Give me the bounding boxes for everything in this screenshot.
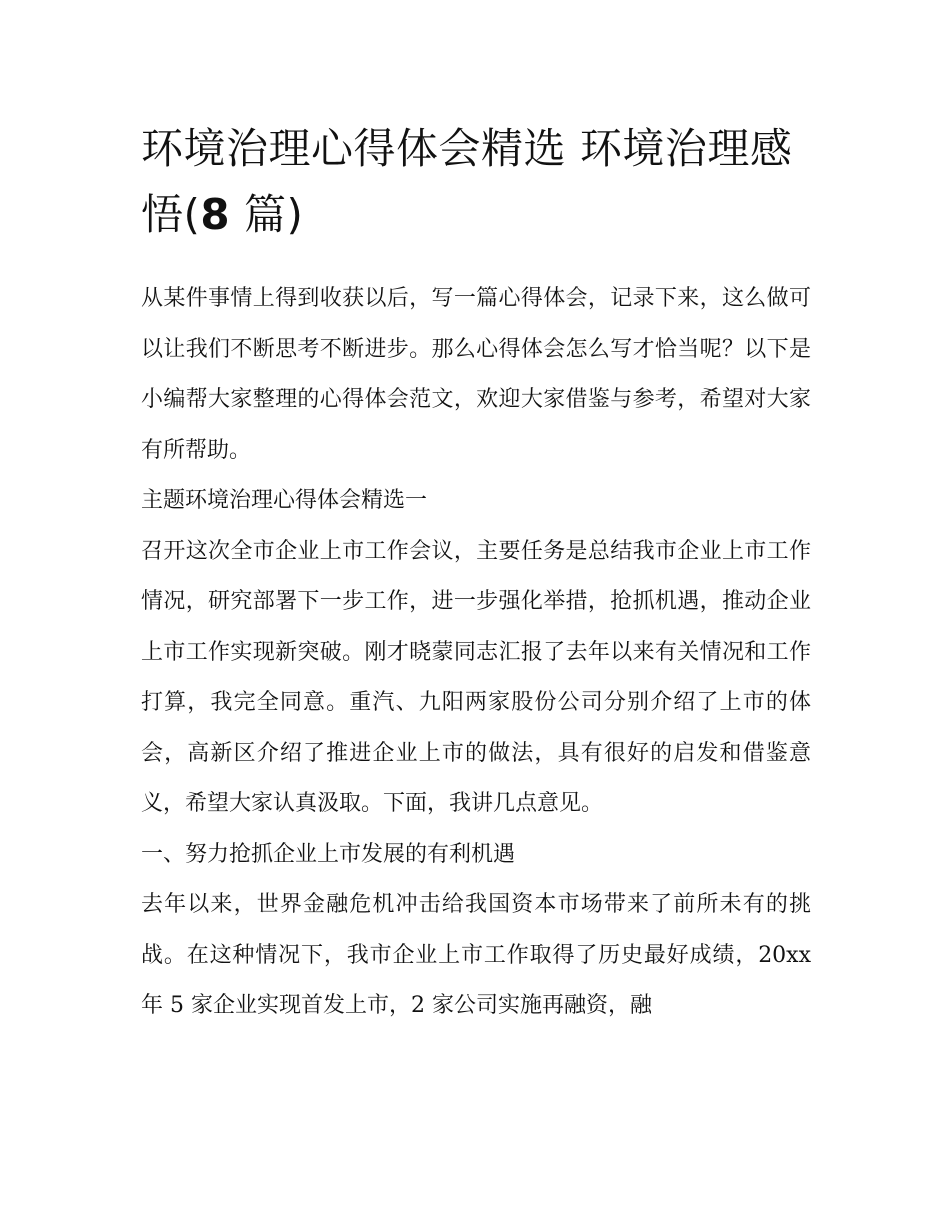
document-body xyxy=(141,274,811,1032)
body-paragraph: 去年以来，世界金融危机冲击给我国资本市场带来了前所未有的挑战。在这种情况下，我市企业上市工作取得了历史最好成绩，20xx 年 5 家企业实现首发上市，2 家公司实施再融资，融 xyxy=(141,892,811,1018)
section-heading: 主题环境治理心得体会精选一 xyxy=(141,488,428,513)
subsection-heading: 一、努力抢抓企业上市发展的有利机遇 xyxy=(141,841,516,867)
document-content xyxy=(141,116,811,1032)
intro-paragraph: 从某件事情上得到收获以后，写一篇心得体会，记录下来，这么做可以让我们不断思考不断进步。那么心得体会怎么写才恰当呢？以下是小编帮大家整理的心得体会范文，欢迎大家借鉴与参考，希望对大家有所帮助。 xyxy=(141,286,811,463)
title-text-end: 篇) xyxy=(230,190,304,239)
body-paragraph: 召开这次全市企业上市工作会议，主要任务是总结我市企业上市工作情况，研究部署下一步工作，进一步强化举措，抢抓机遇，推动企业上市工作实现新突破。刚才晓蒙同志汇报了去年以来有关情况和工作打算，我完全同意。重汽、九阳两家股份公司分别介绍了上市的体会，高新区介绍了推进企业上市的做法，具有很好的启发和借鉴意义，希望大家认真汲取。下面，我讲几点意见。 xyxy=(141,538,811,816)
document-title xyxy=(141,116,811,248)
title-number: 8 xyxy=(200,190,231,239)
title-text-start: 环境治理心得体会精选 环境治理感悟( xyxy=(141,124,793,239)
